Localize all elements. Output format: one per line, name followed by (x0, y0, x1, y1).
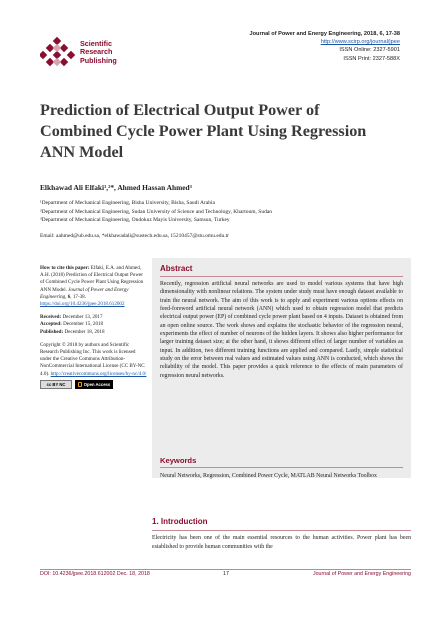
open-access-label: Open Access (83, 381, 111, 387)
affiliation-1: ¹Department of Mechanical Engineering, Bisha University, Bisha, Saudi Arabia (40, 200, 215, 206)
dates-block (40, 314, 148, 336)
footer-journal: Journal of Power and Energy Engineering (312, 571, 411, 577)
article-sidebar (40, 265, 148, 395)
paper-authors: Elkhawad Ali Elfaki¹,²*, Ahmed Hassan Ahmed³ (40, 183, 192, 192)
abstract-box (152, 258, 411, 478)
keywords-text: Neural Networks, Regression, Combined Power Cycle, MATLAB Neural Networks Toolbox (160, 473, 377, 479)
published-label: Published: (40, 328, 64, 335)
citation-doi-link[interactable]: https://doi.org/10.4236/jpee.2018.612002 (40, 301, 125, 308)
license-link[interactable]: http://creativecommons.org/licenses/by-nc/4.0/ (50, 370, 147, 377)
open-lock-icon (78, 382, 82, 387)
open-access-badge (75, 380, 113, 389)
affiliations (40, 199, 410, 225)
keywords-divider (160, 467, 403, 468)
citation-block (40, 265, 148, 308)
citation-label: How to cite this paper: (40, 265, 90, 271)
publisher-logo (40, 36, 160, 70)
published-date: December 18, 2018 (64, 328, 105, 335)
intro-text: Electricity has been one of the main essential resources to the human activities. Power plant has been established to provide human communities with the (152, 535, 411, 550)
journal-citation: Journal of Power and Energy Engineering, 2018, 6, 17-38 (249, 31, 400, 37)
publisher-logo-icon (40, 36, 76, 70)
publisher-line-1: Scientific (80, 39, 112, 48)
publisher-line-3: Publishing (80, 55, 117, 65)
intro-heading: 1. Introduction (152, 517, 208, 526)
footer-divider (40, 569, 411, 570)
received-date: December 13, 2017 (62, 314, 103, 321)
page-number: 17 (223, 571, 229, 577)
author-emails: Email: aahmed@ub.edu.sa, *elkhawadali@sustech.edu.sa, 15210457@stu.omu.edu.tr (40, 233, 230, 239)
citation-journal: Journal of Power and Energy Engineering, (40, 286, 129, 300)
affiliation-3: ³Department of Mechanical Engineering, Ondokuz Mayis University, Samsun, Turkey (40, 217, 230, 224)
citation-text: Elfaki, E.A. and Ahmed, A.H. (2018) Prediction of Electrical Output Power of Combined Cycle Power Plant Using Regression ANN Model. (40, 265, 144, 293)
publisher-line-2: Research (80, 47, 113, 57)
issn-print: ISSN Print: 2327-588X (343, 55, 400, 62)
received-label: Received: (40, 314, 62, 321)
license-badges (40, 380, 148, 389)
journal-info (250, 30, 400, 63)
issn-online: ISSN Online: 2327-5901 (339, 47, 400, 54)
abstract-heading: Abstract (160, 264, 193, 273)
paper-title: Prediction of Electrical Output Power of Combined Cycle Power Plant Using Regression ANN Model (40, 101, 367, 161)
copyright-block (40, 342, 148, 389)
accepted-date: December 15, 2018 (63, 321, 104, 328)
abstract-divider (160, 276, 403, 277)
intro-divider (152, 530, 411, 531)
abstract-text: Recently, regression artificial neural networks are used to model various systems that have high dimensionality with nonlinear relations. The system under study must have enough dataset available to train the neural network. The aim of this work is to apply and experiment various options effects on feed-foreword artificial neural network (ANN) which used to obtain regression model that predicts electrical output power (EP) of combined cycle power plant based on 4 inputs. Dataset is obtained from an open online source. The work shows and explains the stochastic behavior of the regression neural, experiments the effect of number of neurons of the hidden layers. It shows also higher performance for larger training dataset size; at the other hand, it shows different effect of larger number of variables as input. In addition, two different training functions are applied and compared. Lastly, simple statistical study on the error between real values and estimated values using ANN is conducted, which shows the reliability of the model. This paper provides a quick reference to the effects of main parameters of regression neural networks. (160, 281, 403, 379)
citation-volume: 6 (67, 293, 71, 300)
journal-url-link[interactable]: http://www.scirp.org/journal/jpee (320, 39, 400, 46)
affiliation-2: ²Department of Mechanical Engineering, Sudan University of Science and Technology, Khartoum, Sudan (40, 208, 273, 215)
copyright-text: Copyright © 2018 by authors and Scientific Research Publishing Inc. This work is licensed under the Creative Commons Attribution-NonCommercial International License (CC BY-NC 4.0). (40, 341, 145, 377)
cc-license-badge[interactable]: cc BY NC (40, 380, 72, 389)
citation-pages: , 17-38. (70, 293, 87, 300)
publisher-name (80, 40, 117, 65)
keywords-heading: Keywords (160, 456, 197, 465)
footer-doi: DOI: 10.4236/jpee.2018.612002 Dec. 18, 2018 (40, 571, 150, 577)
accepted-label: Accepted: (40, 321, 62, 328)
